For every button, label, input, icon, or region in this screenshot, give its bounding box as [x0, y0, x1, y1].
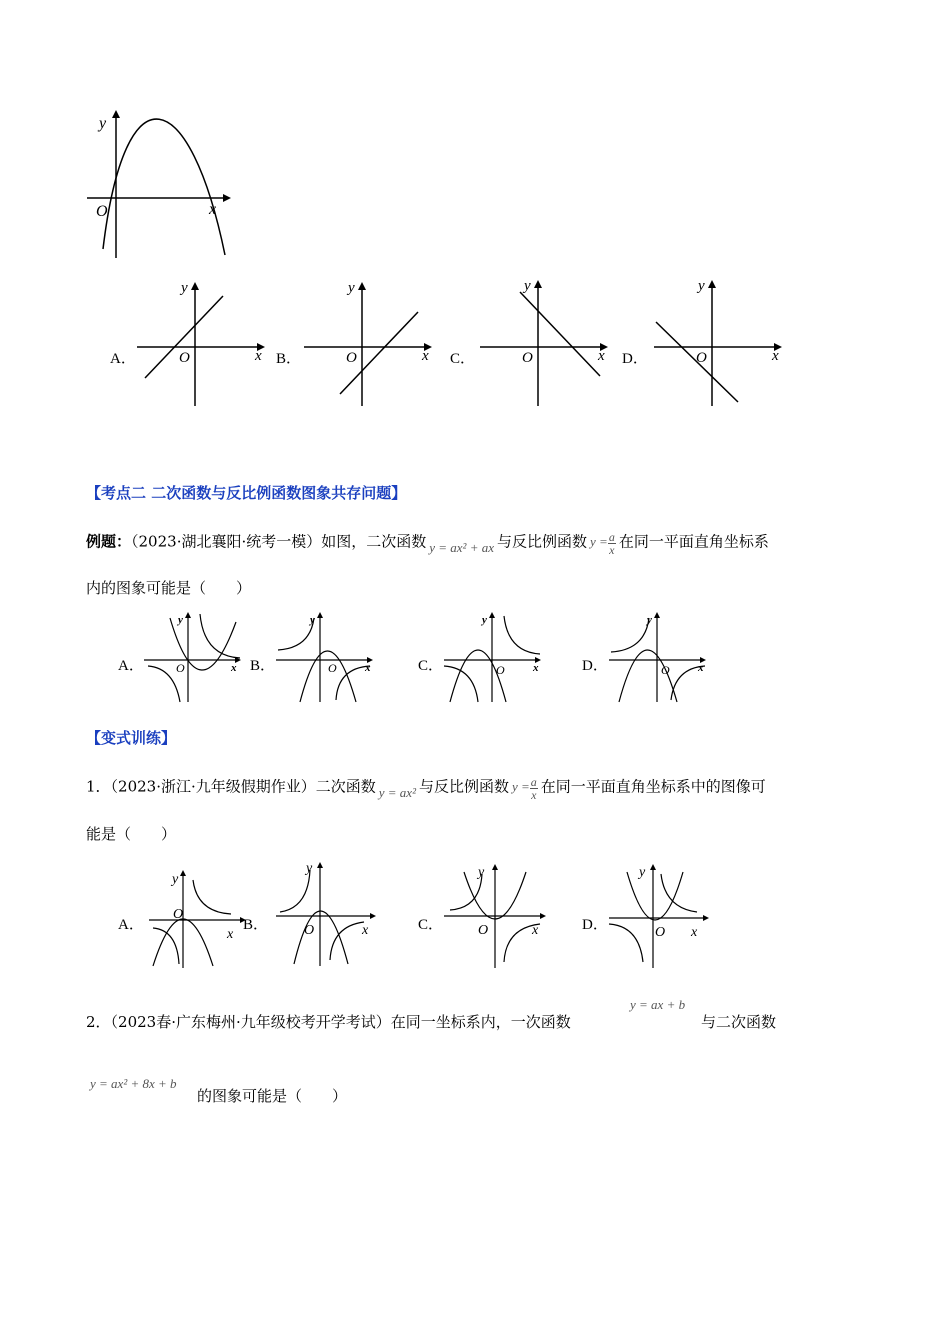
parabola-curve	[627, 872, 683, 920]
example-option-b-graph[interactable]	[272, 610, 382, 705]
parabola-curve	[103, 119, 225, 255]
hyperbola-branch-2	[444, 666, 478, 702]
section2-title: 【考点二 二次函数与反比例函数图象共存问题】	[86, 484, 407, 502]
graph-element	[609, 616, 705, 702]
line-option-a-letter[interactable]: A．	[110, 351, 136, 367]
graph-element	[654, 286, 774, 406]
q1-option-d-graph[interactable]	[605, 858, 715, 970]
axis-arrow-icon	[185, 612, 191, 618]
graph-element	[304, 288, 424, 406]
hyperbola-branch-1	[200, 614, 240, 658]
line-option-d-letter[interactable]: D．	[622, 351, 648, 367]
y-axis-label: y	[310, 614, 315, 626]
x-axis-label: x	[422, 348, 429, 364]
axis-arrow-icon	[370, 913, 376, 919]
origin-label: O	[696, 350, 707, 366]
hyperbola-branch-1	[193, 880, 231, 914]
line-option-d-graph[interactable]	[652, 278, 787, 408]
origin-label: O	[522, 350, 533, 366]
axis-arrow-icon	[317, 612, 323, 618]
axis-arrow-icon	[703, 915, 709, 921]
q2-line1	[86, 1015, 571, 1030]
y-axis-label: y	[306, 861, 313, 876]
x-axis-label: x	[365, 662, 371, 674]
origin-label: O	[173, 907, 184, 922]
graph-element	[149, 874, 240, 968]
q1-line1	[86, 776, 766, 801]
q1-tail: 在同一平面直角坐标系中的图像可	[540, 777, 766, 796]
practice-title: 【变式训练】	[86, 729, 177, 747]
q1-line2: 能是（ ）	[86, 825, 177, 843]
y-axis-label: y	[172, 872, 179, 887]
fraction-denominator: x	[531, 788, 537, 802]
origin-label: O	[176, 661, 185, 675]
graph-element	[480, 286, 600, 406]
parabola-curve	[300, 651, 356, 702]
origin-label: O	[655, 925, 666, 940]
origin-label: O	[346, 350, 357, 366]
fraction-denominator: x	[609, 543, 615, 557]
q1-number: 1．	[86, 777, 111, 796]
x-axis-label: x	[255, 348, 262, 364]
y-axis-label: y	[639, 865, 646, 880]
axis-arrow-icon	[317, 862, 323, 868]
y-arrow-icon	[112, 110, 120, 118]
q1-option-d-letter[interactable]: D．	[582, 917, 608, 933]
x-axis-label: x	[698, 662, 704, 674]
graph-element	[144, 614, 240, 702]
axis-arrow-icon	[708, 280, 716, 288]
x-axis-label: x	[691, 925, 698, 940]
line-option-c-graph[interactable]	[478, 278, 613, 408]
y-axis-label: y	[348, 280, 355, 296]
x-arrow-icon	[223, 194, 231, 202]
q1-option-a-letter[interactable]: A．	[118, 917, 144, 933]
axis-arrow-icon	[191, 282, 199, 290]
x-axis-label: x	[772, 348, 779, 364]
graph-element	[87, 116, 225, 258]
example-option-c-letter[interactable]: C．	[418, 658, 444, 674]
q2-source: （2023春·广东梅州·九年级校考开学考试）在同一坐标系内，一次函数	[110, 1013, 571, 1031]
example-formula2	[590, 530, 616, 557]
axis-arrow-icon	[534, 280, 542, 288]
y-axis-label: y	[524, 278, 531, 294]
formula2-lhs: y =	[590, 534, 608, 550]
q1-formula2	[512, 775, 538, 802]
x-axis-label: x	[231, 662, 237, 674]
axis-arrow-icon	[654, 612, 660, 618]
x-axis-label: x	[532, 923, 539, 938]
origin-label: O	[478, 923, 489, 938]
parabola-curve	[294, 911, 348, 964]
y-axis-label: y	[478, 865, 485, 880]
hyperbola-branch-1	[661, 874, 697, 912]
line-option-b-graph[interactable]	[302, 280, 437, 410]
q1-option-b-graph[interactable]	[272, 856, 382, 968]
x-axis-label: x	[598, 348, 605, 364]
x-axis-label: x	[227, 927, 234, 942]
q2-formula1: y = ax + b	[630, 997, 686, 1012]
origin-label: O	[328, 661, 337, 675]
fraction	[530, 776, 538, 801]
origin-label: O	[661, 663, 670, 677]
q1-option-c-letter[interactable]: C．	[418, 917, 444, 933]
origin-label: O	[179, 350, 190, 366]
example-option-a-letter[interactable]: A．	[118, 658, 144, 674]
origin-label: O	[496, 663, 505, 677]
y-axis-label: y	[647, 614, 652, 626]
hyperbola-branch-2	[330, 922, 364, 960]
example-line2: 内的图象可能是（ ）	[86, 579, 252, 597]
fraction-numerator: a	[608, 530, 615, 544]
q2-formula2: y = ax² + 8x + b	[90, 1076, 177, 1091]
hyperbola-branch-1	[278, 618, 314, 650]
axis-arrow-icon	[540, 913, 546, 919]
axis-arrow-icon	[492, 864, 498, 870]
y-axis-label: y	[99, 115, 107, 132]
example-option-d-graph[interactable]	[605, 610, 715, 705]
q1-option-b-letter[interactable]: B．	[243, 917, 269, 933]
example-mid: 与反比例函数	[497, 532, 588, 551]
graph-element	[276, 616, 370, 702]
example-option-d-letter[interactable]: D．	[582, 658, 608, 674]
hyperbola-branch-1	[280, 870, 310, 912]
q1-source: （2023·浙江·九年级假期作业）二次函数	[110, 777, 376, 796]
q1-formula1: y = ax²	[378, 785, 416, 801]
graph-element	[609, 868, 703, 968]
line-option-b-letter[interactable]: B．	[276, 351, 302, 367]
formula2-lhs: y =	[512, 779, 530, 795]
q2-tail: 的图象可能是（ ）	[197, 1087, 348, 1105]
hyperbola-branch-2	[609, 924, 643, 962]
x-axis-label: x	[362, 923, 369, 938]
q2-mid: 与二次函数	[701, 1013, 777, 1031]
fraction-numerator: a	[530, 775, 537, 789]
example-option-c-graph[interactable]	[440, 610, 550, 705]
example-label: 例题：	[86, 532, 132, 551]
hyperbola-branch-1	[504, 616, 540, 654]
graph-element	[276, 866, 370, 966]
axis-arrow-icon	[650, 864, 656, 870]
example-option-b-letter[interactable]: B．	[250, 658, 276, 674]
line-option-c-letter[interactable]: C．	[450, 351, 476, 367]
q1-mid: 与反比例函数	[418, 777, 509, 796]
axis-arrow-icon	[358, 282, 366, 290]
graph-element	[137, 288, 257, 406]
q2-number: 2．	[86, 1013, 111, 1031]
fraction	[608, 531, 616, 556]
y-axis-label: y	[482, 614, 487, 626]
origin-label: O	[304, 923, 315, 938]
axis-arrow-icon	[489, 612, 495, 618]
y-axis-label: y	[178, 614, 183, 626]
q1-option-c-graph[interactable]	[440, 858, 555, 970]
x-axis-label: x	[533, 662, 539, 674]
example-tail: 在同一平面直角坐标系	[618, 532, 769, 551]
y-axis-label: y	[181, 280, 188, 296]
example-line1	[86, 531, 769, 556]
line-option-a-graph[interactable]	[135, 280, 270, 410]
origin-label: O	[96, 203, 108, 220]
example-source: （2023·湖北襄阳·统考一模）如图，二次函数	[131, 532, 427, 551]
y-axis-label: y	[698, 278, 705, 294]
example-option-a-graph[interactable]	[140, 610, 250, 705]
graph-element	[444, 616, 540, 702]
graph-element	[444, 868, 540, 968]
top-parabola-figure	[85, 110, 235, 262]
example-formula1: y = ax² + ax	[429, 540, 494, 556]
q1-option-a-graph[interactable]	[145, 862, 255, 972]
axis-arrow-icon	[180, 870, 186, 876]
x-axis-label: x	[209, 201, 217, 218]
hyperbola-branch-1	[611, 618, 649, 652]
